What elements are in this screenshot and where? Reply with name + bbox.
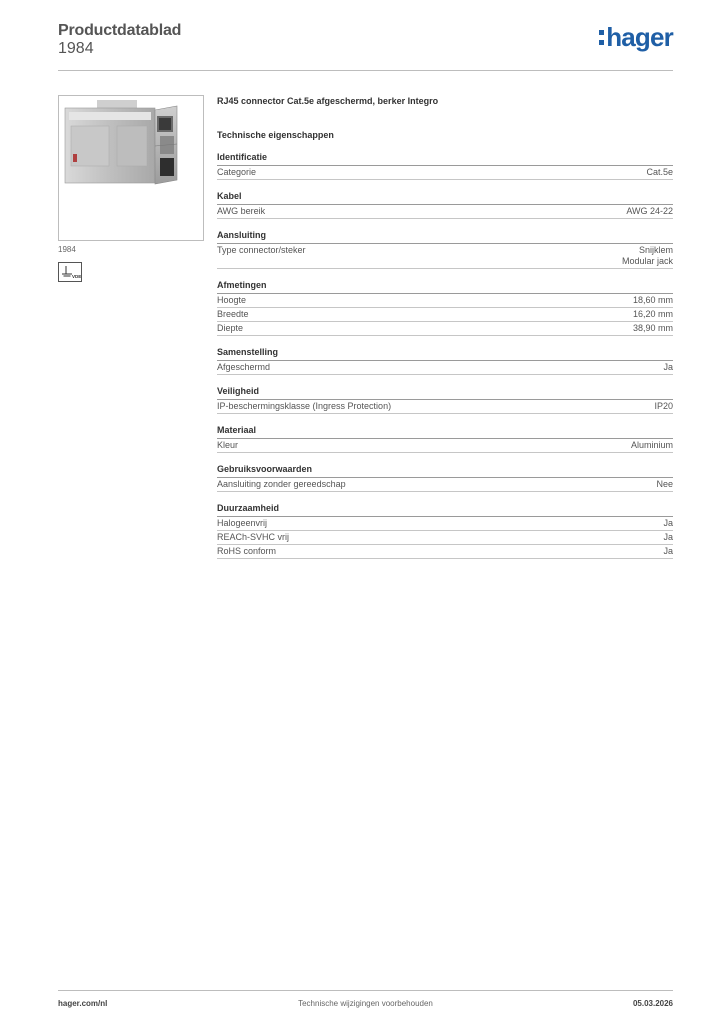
spec-row <box>217 545 673 559</box>
spec-value <box>633 323 673 334</box>
spec-label: AWG bereik <box>217 206 266 216</box>
spec-value <box>663 362 673 373</box>
spec-group <box>217 425 673 453</box>
spec-row <box>217 361 673 375</box>
spec-content <box>217 95 673 559</box>
spec-group-title: Kabel <box>217 191 673 205</box>
spec-group-title: Afmetingen <box>217 280 673 294</box>
spec-row <box>217 322 673 336</box>
spec-value <box>654 401 673 412</box>
spec-label: Halogeenvrij <box>217 518 268 528</box>
spec-value <box>622 245 673 267</box>
product-image <box>58 95 204 241</box>
spec-value-line: IP20 <box>654 401 673 411</box>
spec-label: Hoogte <box>217 295 247 305</box>
spec-value-line: 18,60 mm <box>632 295 673 305</box>
spec-value-line: Ja <box>663 362 673 372</box>
spec-label: IP-beschermingsklasse (Ingress Protection) <box>217 401 392 411</box>
product-title: RJ45 connector Cat.5e afgeschermd, berker Integro <box>217 96 439 106</box>
vde-mark-icon <box>58 262 82 282</box>
spec-group-title: Identificatie <box>217 152 673 166</box>
spec-label: Kleur <box>217 440 239 450</box>
spec-row <box>217 294 673 308</box>
spec-value <box>656 479 673 490</box>
footer-website: hager.com/nl <box>58 999 108 1008</box>
logo-text: hager <box>606 22 673 52</box>
spec-group-title: Gebruiksvoorwaarden <box>217 464 673 478</box>
spec-value <box>663 546 673 557</box>
spec-value <box>633 295 673 306</box>
document-title: Productdatablad <box>58 22 182 39</box>
page-footer <box>58 990 673 1008</box>
spec-group-title: Duurzaamheid <box>217 503 673 517</box>
cert-icon-label: VDE <box>72 274 81 279</box>
spec-value <box>631 440 673 451</box>
spec-group <box>217 230 673 269</box>
hager-logo <box>599 24 673 50</box>
spec-row <box>217 166 673 180</box>
spec-groups <box>217 152 673 559</box>
document-number: 1984 <box>58 40 94 57</box>
spec-label: Diepte <box>217 323 244 333</box>
spec-value-line: Modular jack <box>621 256 673 266</box>
spec-row <box>217 308 673 322</box>
spec-value-line: 16,20 mm <box>632 309 673 319</box>
spec-label: Afgeschermd <box>217 362 271 372</box>
spec-group-title: Samenstelling <box>217 347 673 361</box>
spec-value <box>663 518 673 529</box>
spec-row <box>217 244 673 269</box>
spec-group-title: Veiligheid <box>217 386 673 400</box>
spec-row <box>217 478 673 492</box>
spec-label: Categorie <box>217 167 257 177</box>
image-caption: 1984 <box>58 245 76 254</box>
spec-value-line: Aluminium <box>630 440 673 450</box>
spec-label: REACh-SVHC vrij <box>217 532 290 542</box>
spec-group <box>217 503 673 559</box>
spec-row <box>217 205 673 219</box>
footer-disclaimer: Technische wijzigingen voorbehouden <box>298 999 433 1008</box>
spec-group <box>217 464 673 492</box>
spec-group <box>217 280 673 336</box>
spec-group <box>217 191 673 219</box>
footer-date: 05.03.2026 <box>632 999 673 1008</box>
spec-value-line: 38,90 mm <box>632 323 673 333</box>
spec-value-line: Ja <box>663 518 673 528</box>
spec-group-title: Aansluiting <box>217 230 673 244</box>
spec-label: Aansluiting zonder gereedschap <box>217 479 346 489</box>
spec-label: RoHS conform <box>217 546 277 556</box>
spec-value-line: AWG 24-22 <box>626 206 673 216</box>
spec-row <box>217 531 673 545</box>
spec-value-line: Ja <box>663 532 673 542</box>
rj45-connector-illustration <box>59 96 203 240</box>
spec-group <box>217 152 673 180</box>
spec-value <box>663 532 673 543</box>
page-header <box>58 20 673 71</box>
spec-label: Type connector/steker <box>217 245 306 255</box>
spec-row <box>217 517 673 531</box>
spec-value <box>646 167 673 178</box>
spec-value-line: Nee <box>656 479 673 489</box>
spec-value-line: Ja <box>663 546 673 556</box>
spec-group <box>217 386 673 414</box>
spec-value <box>626 206 673 217</box>
spec-label: Breedte <box>217 309 249 319</box>
spec-value <box>633 309 673 320</box>
spec-group-title: Materiaal <box>217 425 673 439</box>
spec-value-line: Snijklem <box>638 245 673 255</box>
section-heading: Technische eigenschappen <box>217 130 334 140</box>
spec-row <box>217 400 673 414</box>
spec-value-line: Cat.5e <box>646 167 673 177</box>
spec-row <box>217 439 673 453</box>
logo-dots-icon <box>599 30 604 46</box>
spec-group <box>217 347 673 375</box>
